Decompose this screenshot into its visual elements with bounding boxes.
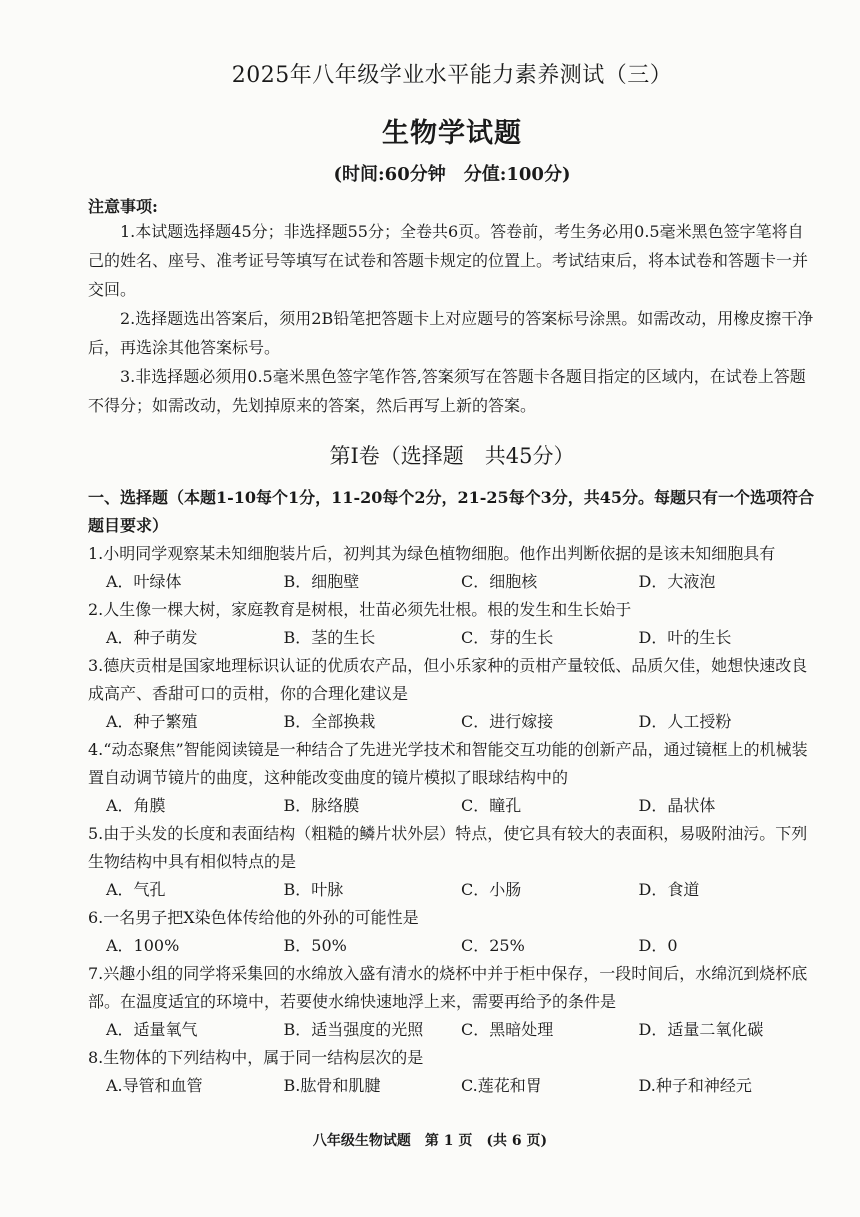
option-d: D.种子和神经元 bbox=[638, 1076, 752, 1095]
option-d: D．叶的生长 bbox=[638, 628, 732, 647]
note-item-2: 2.选择题选出答案后，须用2B铅笔把答题卡上对应题号的答案标号涂黑。如需改动，用橡皮擦干净后，再选涂其他答案标号。 bbox=[88, 309, 814, 357]
option-row bbox=[106, 568, 816, 596]
option-row bbox=[106, 792, 816, 820]
question-stem: 1.小明同学观察某未知细胞装片后，初判其为绿色植物细胞。他作出判断依据的是该未知细胞具有 bbox=[88, 544, 776, 563]
option-a: A．气孔 bbox=[106, 880, 166, 899]
option-a: A.导管和血管 bbox=[106, 1076, 203, 1095]
question-4 bbox=[88, 736, 816, 820]
option-a: A．叶绿体 bbox=[106, 572, 182, 591]
option-a: A．种子繁殖 bbox=[106, 712, 198, 731]
option-d: D．人工授粉 bbox=[638, 712, 732, 731]
option-c: C．25% bbox=[461, 936, 525, 955]
option-d: D．晶状体 bbox=[638, 796, 716, 815]
question-1 bbox=[88, 540, 816, 596]
option-b: B.肱骨和肌腱 bbox=[283, 1076, 381, 1095]
notes-heading: 注意事项: bbox=[88, 197, 158, 216]
option-d: D．适量二氧化碳 bbox=[638, 1020, 764, 1039]
question-7 bbox=[88, 960, 816, 1044]
option-row bbox=[106, 876, 816, 904]
question-stem: 5.由于头发的长度和表面结构（粗糙的鳞片状外层）特点，使它具有较大的表面积，易吸附油污。下列生物结构中具有相似特点的是 bbox=[88, 824, 808, 871]
option-c: C．进行嫁接 bbox=[461, 712, 554, 731]
option-d: D．0 bbox=[638, 936, 678, 955]
option-b: B．叶脉 bbox=[283, 880, 344, 899]
option-c: C．芽的生长 bbox=[461, 628, 554, 647]
option-c: C．黑暗处理 bbox=[461, 1020, 554, 1039]
option-row bbox=[106, 1072, 816, 1100]
section-title: 第Ⅰ卷（选择题 共45分） bbox=[329, 444, 575, 468]
option-a: A．适量氧气 bbox=[106, 1020, 198, 1039]
question-6 bbox=[88, 904, 816, 960]
option-b: B．50% bbox=[283, 936, 347, 955]
notes-block bbox=[88, 194, 816, 420]
option-c: C．细胞核 bbox=[461, 572, 538, 591]
question-3 bbox=[88, 652, 816, 736]
option-d: D．食道 bbox=[638, 880, 700, 899]
question-stem: 4.“动态聚焦”智能阅读镜是一种结合了先进光学技术和智能交互功能的创新产品，通过镜框上的机械装置自动调节镜片的曲度，这种能改变曲度的镜片模拟了眼球结构中的 bbox=[88, 740, 808, 787]
option-b: B．茎的生长 bbox=[283, 628, 376, 647]
note-item-3: 3.非选择题必须用0.5毫米黑色签字笔作答,答案须写在答题卡各题目指定的区域内，在试卷上答题不得分；如需改动，先划掉原来的答案，然后再写上新的答案。 bbox=[88, 367, 806, 415]
question-stem: 2.人生像一棵大树，家庭教育是树根，壮苗必须先壮根。根的发生和生长始于 bbox=[88, 600, 632, 619]
option-a: A．种子萌发 bbox=[106, 628, 198, 647]
option-c: C．小肠 bbox=[461, 880, 522, 899]
option-a: A．100% bbox=[106, 936, 180, 955]
question-5 bbox=[88, 820, 816, 904]
note-item-1: 1.本试题选择题45分；非选择题55分；全卷共6页。答卷前，考生务必用0.5毫米黑色签字笔将自己的姓名、座号、准考证号等填写在试卷和答题卡规定的位置上。考试结束后，将本试卷和答题卡一并交回。 bbox=[88, 222, 809, 299]
option-row bbox=[106, 624, 816, 652]
option-row bbox=[106, 708, 816, 736]
subject-title: 生物学试题 bbox=[382, 118, 522, 149]
option-d: D．大液泡 bbox=[638, 572, 716, 591]
option-row bbox=[106, 1016, 816, 1044]
question-stem: 3.德庆贡柑是国家地理标识认证的优质农产品，但小乐家种的贡柑产量较低、品质欠佳，她想快速改良成高产、香甜可口的贡柑，你的合理化建议是 bbox=[88, 656, 808, 703]
option-a: A．角膜 bbox=[106, 796, 166, 815]
option-c: C．瞳孔 bbox=[461, 796, 522, 815]
option-c: C.莲花和胃 bbox=[461, 1076, 542, 1095]
option-b: B．脉络膜 bbox=[283, 796, 360, 815]
option-b: B．适当强度的光照 bbox=[283, 1020, 424, 1039]
part-heading: 一、选择题（本题1-10每个1分，11-20每个2分，21-25每个3分，共45分。每题只有一个选项符合题目要求） bbox=[88, 488, 815, 535]
page-footer: 八年级生物试题 第 1 页 (共 6 页) bbox=[312, 1133, 548, 1149]
option-b: B．全部换栽 bbox=[283, 712, 376, 731]
option-row bbox=[106, 932, 816, 960]
option-b: B．细胞壁 bbox=[283, 572, 360, 591]
question-2 bbox=[88, 596, 816, 652]
question-stem: 7.兴趣小组的同学将采集回的水绵放入盛有清水的烧杯中并于柜中保存，一段时间后，水绵沉到烧杯底部。在温度适宜的环境中，若要使水绵快速地浮上来，需要再给予的条件是 bbox=[88, 964, 808, 1011]
question-8 bbox=[88, 1044, 816, 1100]
exam-title: 2025年八年级学业水平能力素养测试（三） bbox=[231, 63, 673, 88]
time-score-line: (时间:60分钟 分值:100分) bbox=[333, 164, 571, 185]
question-stem: 6.一名男子把X染色体传给他的外孙的可能性是 bbox=[88, 908, 419, 927]
question-stem: 8.生物体的下列结构中，属于同一结构层次的是 bbox=[88, 1048, 424, 1067]
